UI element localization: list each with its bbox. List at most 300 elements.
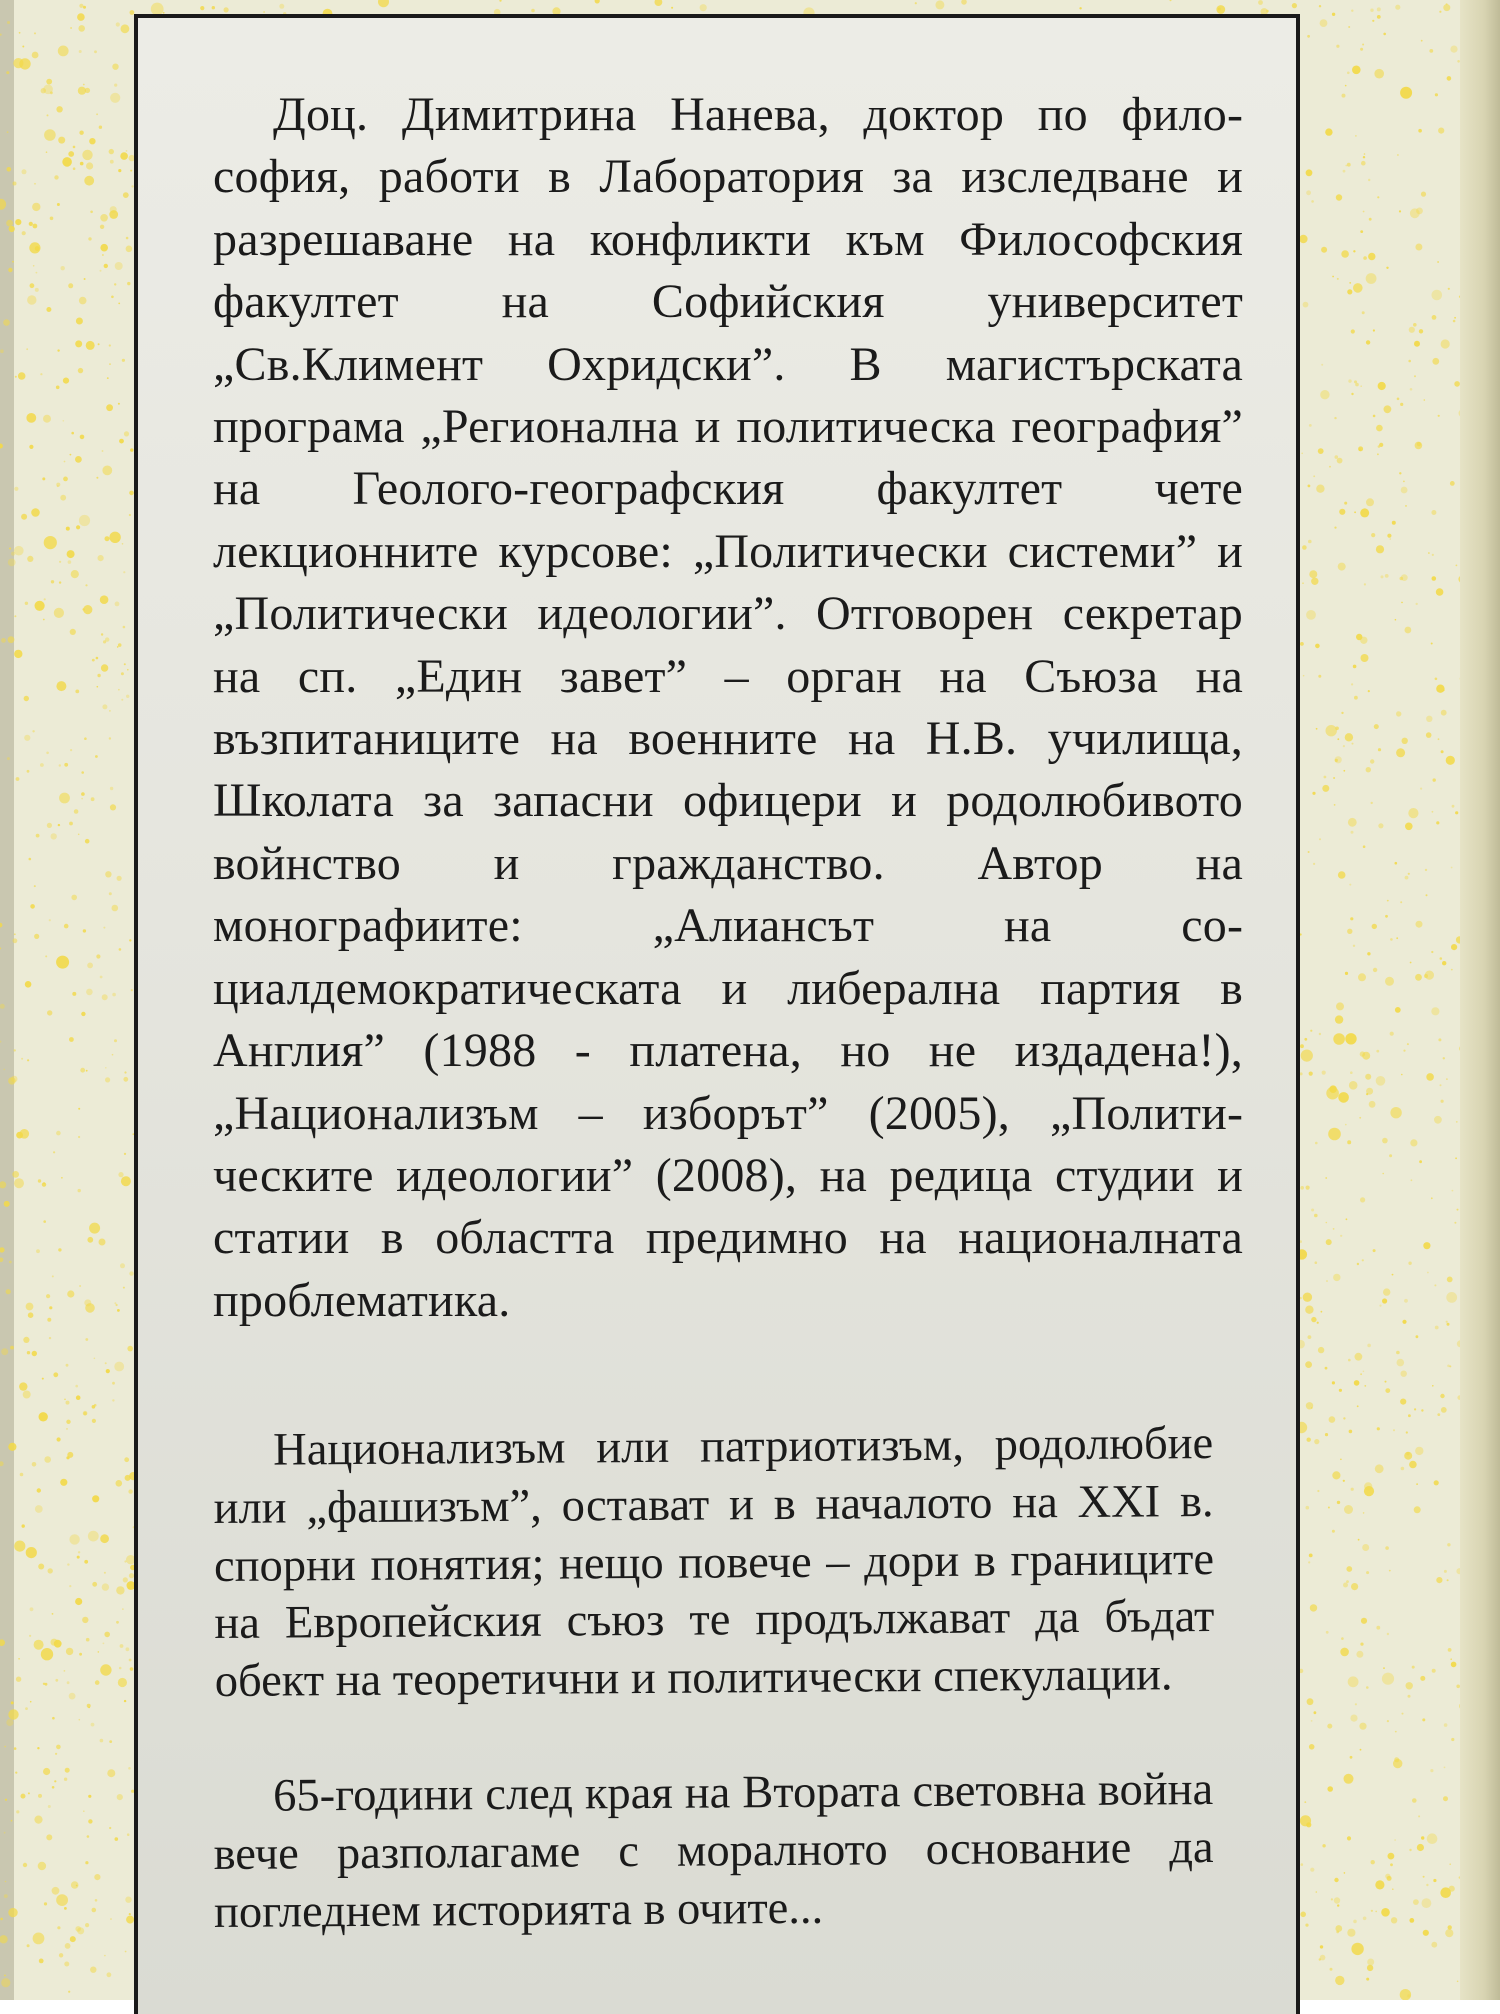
speckle <box>121 1176 131 1186</box>
speckle <box>1355 383 1359 387</box>
speckle <box>119 439 124 444</box>
speckle <box>56 386 60 390</box>
author-bio-paragraph: Доц. Димитрина Нанева, доктор по философия, работи в Лаборатория за изследване и разрешаване на конфликти към Философския факултет на Софийския университет „Св.Климент Охридски”. В магистърската програма „Регионална и политическа география” на Геолого-географския факултет чете лекционните курсове: „Политически системи” и „Политически идеологии”. Отговорен секретар на сп. „Един завет” – орган на Съюза на възпитаниците на военните на Н.В. училища, Школата за запасни офицери и родолюбивото войнство и гражданство. Автор на монографиите: „Алиансът на социалдемократическата и либерална партия в Англия” (1988 - платена, но не издадена!), „Национализъм – изборът” (2005), „Политическите идеологии” (2008), на редица студии и статии в областта предимно на националната проблематика. <box>213 84 1243 1332</box>
speckle <box>1413 323 1417 327</box>
speckle <box>1370 759 1374 763</box>
speckle <box>1426 894 1428 896</box>
speckle <box>7 21 10 24</box>
speckle <box>1347 163 1351 167</box>
speckle <box>53 1372 58 1377</box>
speckle <box>120 152 128 160</box>
speckle <box>1420 1676 1425 1681</box>
speckle <box>78 834 80 836</box>
speckle <box>60 1479 67 1486</box>
speckle <box>1310 1868 1314 1872</box>
speckle <box>97 674 100 677</box>
speckle <box>1402 1320 1406 1324</box>
speckle <box>1423 1242 1430 1249</box>
speckle <box>1364 1482 1372 1490</box>
speckle <box>86 1070 88 1072</box>
speckle <box>1315 644 1320 649</box>
speckle <box>1385 977 1394 986</box>
speckle <box>1311 1317 1316 1322</box>
speckle <box>78 25 85 32</box>
speckle <box>116 1586 124 1594</box>
speckle <box>1418 129 1422 133</box>
speckle <box>49 1306 52 1309</box>
speckle <box>117 1794 123 1800</box>
speckle <box>1433 778 1436 781</box>
speckle <box>71 895 77 901</box>
speckle <box>279 4 284 9</box>
speckle <box>1351 1488 1354 1491</box>
speckle <box>92 1419 96 1423</box>
speckle <box>1410 962 1412 964</box>
speckle <box>9 548 11 550</box>
speckle <box>52 1613 54 1615</box>
speckle <box>27 1351 30 1354</box>
speckle <box>1302 582 1304 584</box>
speckle <box>100 595 109 604</box>
speckle <box>1363 845 1366 848</box>
speckle <box>13 938 18 943</box>
speckle <box>55 1679 58 1682</box>
speckle <box>1427 1833 1438 1844</box>
speckle <box>1349 1430 1353 1434</box>
speckle <box>78 1551 80 1553</box>
speckle <box>65 1768 70 1773</box>
speckle <box>112 1399 114 1401</box>
speckle <box>109 210 118 219</box>
speckle <box>1373 329 1375 331</box>
speckle <box>52 1717 55 1720</box>
speckle <box>105 871 111 877</box>
speckle <box>115 262 123 270</box>
speckle <box>109 1827 111 1829</box>
speckle <box>126 1647 130 1651</box>
speckle <box>42 1378 44 1380</box>
speckle <box>1383 1288 1390 1295</box>
speckle <box>1390 1863 1393 1866</box>
speckle <box>1406 1452 1409 1455</box>
speckle <box>88 1819 92 1823</box>
speckle <box>1451 969 1453 971</box>
speckle <box>99 126 102 129</box>
speckle <box>104 264 108 268</box>
speckle <box>1308 1561 1310 1563</box>
speckle <box>35 288 39 292</box>
speckle <box>1349 282 1351 284</box>
speckle <box>38 1564 44 1570</box>
speckle <box>71 432 74 435</box>
speckle <box>1448 1925 1452 1929</box>
speckle <box>1334 1897 1340 1903</box>
speckle <box>109 737 111 739</box>
speckle <box>1373 968 1377 972</box>
speckle <box>595 0 600 3</box>
speckle <box>1367 1965 1373 1971</box>
speckle <box>1326 1087 1339 1100</box>
speckle <box>67 1563 69 1565</box>
speckle <box>77 1927 84 1934</box>
speckle <box>114 1302 116 1304</box>
speckle <box>1403 481 1405 483</box>
speckle <box>14 487 18 491</box>
speckle <box>76 318 83 325</box>
speckle <box>26 348 28 350</box>
speckle <box>1374 724 1379 729</box>
speckle <box>1409 1461 1417 1469</box>
speckle <box>1362 44 1364 46</box>
speckle <box>26 1547 37 1558</box>
speckle <box>103 1643 105 1645</box>
speckle <box>89 138 95 144</box>
speckle <box>1432 1669 1436 1673</box>
speckle <box>106 404 113 411</box>
speckle <box>1425 869 1427 871</box>
speckle <box>56 106 62 112</box>
speckle <box>0 199 6 210</box>
speckle <box>1455 811 1458 814</box>
speckle <box>105 536 110 541</box>
speckle <box>122 359 125 362</box>
speckle <box>59 793 70 804</box>
speckle <box>1351 1583 1358 1590</box>
speckle <box>1394 1839 1396 1841</box>
speckle <box>14 1747 17 1750</box>
speckle <box>1390 538 1392 540</box>
speckle <box>1376 425 1383 432</box>
speckle <box>1393 1429 1395 1431</box>
speckle <box>1387 1720 1389 1722</box>
speckle <box>118 1172 123 1177</box>
speckle <box>1334 417 1336 419</box>
speckle <box>1311 1720 1313 1722</box>
speckle <box>1315 1261 1318 1264</box>
speckle <box>64 924 69 929</box>
speckle <box>22 1524 25 1527</box>
speckle <box>1347 1929 1355 1937</box>
speckle <box>1306 610 1316 620</box>
speckle <box>1312 792 1315 795</box>
speckle <box>1363 211 1365 213</box>
speckle <box>84 737 87 740</box>
speckle <box>14 1178 24 1188</box>
speckle <box>32 203 40 211</box>
speckle <box>102 704 107 709</box>
speckle <box>77 13 85 21</box>
speckle <box>94 1358 96 1360</box>
speckle <box>78 1189 81 1192</box>
speckle <box>1436 588 1444 596</box>
speckle <box>915 2 917 4</box>
speckle <box>22 46 24 48</box>
speckle <box>1408 1262 1411 1265</box>
speckle <box>1079 7 1081 9</box>
speckle <box>127 282 130 285</box>
speckle <box>59 561 61 563</box>
speckle <box>92 1908 97 1913</box>
speckle <box>1455 1157 1457 1159</box>
speckle <box>8 1908 17 1917</box>
speckle <box>1356 1651 1363 1658</box>
speckle <box>1347 1140 1351 1144</box>
speckle <box>86 162 93 169</box>
speckle <box>125 1475 131 1481</box>
speckle <box>1304 1801 1306 1803</box>
speckle <box>1305 1924 1308 1927</box>
speckle <box>95 1899 98 1902</box>
speckle <box>1409 1849 1411 1851</box>
speckle <box>8 1709 18 1719</box>
speckle <box>1349 884 1351 886</box>
speckle <box>56 1894 68 1906</box>
speckle <box>1329 1416 1336 1423</box>
speckle <box>1258 0 1263 5</box>
speckle <box>1346 1218 1348 1220</box>
speckle <box>14 933 16 935</box>
speckle <box>1407 1994 1410 1997</box>
speckle <box>43 1768 50 1775</box>
speckle <box>1387 534 1391 538</box>
speckle <box>1441 1100 1444 1103</box>
speckle <box>1443 1796 1448 1801</box>
speckle <box>1320 390 1329 399</box>
speckle <box>1382 1138 1388 1144</box>
speckle <box>1341 712 1343 714</box>
blurb-paragraph-2: 65-години след края на Втората световна война вече разполагаме с моралното основание да погледнем историята в очите... <box>213 1761 1214 1941</box>
speckle <box>43 1683 45 1685</box>
speckle <box>1431 1942 1437 1948</box>
speckle <box>1360 637 1367 644</box>
speckle <box>0 1461 4 1466</box>
speckle <box>1340 1235 1342 1237</box>
speckle <box>3 319 10 326</box>
speckle <box>1377 7 1381 11</box>
speckle <box>126 150 128 152</box>
speckle <box>128 1587 131 1590</box>
speckle <box>4 1746 6 1748</box>
speckle <box>1419 1160 1422 1163</box>
speckle <box>128 1767 131 1770</box>
speckle <box>0 1639 5 1646</box>
speckle <box>1355 135 1357 137</box>
speckle <box>118 1678 127 1687</box>
speckle <box>92 659 95 662</box>
speckle <box>1438 738 1440 740</box>
speckle <box>52 1275 54 1277</box>
speckle <box>90 211 93 214</box>
speckle <box>43 415 51 423</box>
speckle <box>127 1346 133 1352</box>
speckle <box>80 162 84 166</box>
speckle <box>1345 165 1347 167</box>
speckle <box>5 1881 7 1883</box>
speckle <box>29 858 32 861</box>
speckle <box>1363 1371 1365 1373</box>
speckle <box>16 1677 21 1682</box>
speckle <box>1376 1626 1380 1630</box>
speckle <box>100 1739 104 1743</box>
speckle <box>1399 472 1401 474</box>
speckle <box>33 1933 45 1945</box>
speckle <box>40 763 44 767</box>
speckle <box>1414 375 1416 377</box>
speckle <box>1347 289 1352 294</box>
speckle <box>124 663 126 665</box>
speckle <box>1391 1917 1397 1923</box>
speckle <box>107 1972 112 1977</box>
speckle <box>1338 1092 1349 1103</box>
speckle <box>34 885 36 887</box>
speckle <box>1300 1044 1304 1048</box>
speckle <box>1416 1335 1419 1338</box>
speckle <box>1432 315 1437 320</box>
speckle <box>57 349 59 351</box>
speckle <box>6 1289 11 1294</box>
speckle <box>115 602 120 607</box>
speckle <box>117 1309 120 1312</box>
speckle <box>1332 1530 1335 1533</box>
speckle <box>118 169 121 172</box>
speckle <box>14 615 16 617</box>
speckle <box>1406 1682 1413 1689</box>
speckle <box>46 1834 52 1840</box>
speckle <box>1353 945 1355 947</box>
speckle <box>1426 732 1432 738</box>
speckle <box>1317 1490 1319 1492</box>
speckle <box>21 1058 23 1060</box>
speckle <box>102 254 104 256</box>
speckle <box>1452 805 1455 808</box>
speckle <box>19 32 21 34</box>
speckle <box>1310 1604 1317 1611</box>
speckle <box>935 0 944 9</box>
speckle <box>118 689 120 691</box>
speckle <box>58 1248 61 1251</box>
speckle <box>1322 1844 1325 1847</box>
speckle <box>7 167 12 172</box>
speckle <box>1311 578 1318 585</box>
speckle <box>100 225 104 229</box>
speckle <box>109 532 120 543</box>
speckle <box>46 307 51 312</box>
speckle <box>79 1653 82 1656</box>
speckle <box>10 1346 14 1350</box>
speckle <box>104 1572 106 1574</box>
speckle <box>1376 545 1384 553</box>
speckle <box>52 1786 55 1789</box>
speckle <box>59 764 61 766</box>
speckle <box>15 376 17 378</box>
speckle <box>1358 973 1366 981</box>
speckle <box>1333 1033 1345 1045</box>
speckle <box>1324 776 1327 779</box>
speckle <box>38 1179 41 1182</box>
speckle <box>0 444 3 449</box>
speckle <box>1421 192 1426 197</box>
speckle <box>87 1704 91 1708</box>
speckle <box>85 839 90 844</box>
speckle <box>1318 448 1324 454</box>
speckle <box>1337 1904 1339 1906</box>
speckle <box>29 222 33 226</box>
speckle <box>57 203 60 206</box>
speckle <box>1300 1072 1303 1075</box>
speckle <box>1326 1222 1328 1224</box>
speckle <box>1428 552 1430 554</box>
speckle <box>1359 1117 1361 1119</box>
speckle <box>0 1935 8 1943</box>
speckle <box>109 892 112 895</box>
speckle <box>129 939 131 941</box>
speckle <box>1402 1713 1404 1715</box>
speckle <box>1384 405 1392 413</box>
speckle <box>1306 169 1313 176</box>
speckle <box>1350 1756 1353 1759</box>
speckle <box>1441 1407 1447 1413</box>
speckle <box>121 699 123 701</box>
speckle <box>39 1412 48 1421</box>
speckle <box>1435 93 1438 96</box>
speckle <box>121 24 130 33</box>
speckle <box>110 804 116 810</box>
speckle <box>1337 1501 1340 1504</box>
speckle <box>1353 283 1363 293</box>
speckle <box>109 344 111 346</box>
speckle <box>1383 1667 1385 1669</box>
speckle <box>27 556 33 562</box>
speckle <box>30 904 35 909</box>
speckle <box>1340 1459 1342 1461</box>
speckle <box>1392 521 1396 525</box>
speckle <box>1302 545 1307 550</box>
speckle <box>1408 1414 1411 1417</box>
speckle <box>1300 1912 1306 1918</box>
speckle <box>27 1059 29 1061</box>
speckle <box>36 834 40 838</box>
speckle <box>1383 33 1386 36</box>
speckle <box>1451 1738 1454 1741</box>
speckle <box>1308 485 1311 488</box>
speckle <box>52 1887 60 1895</box>
speckle <box>1400 403 1403 406</box>
speckle <box>1387 1876 1392 1881</box>
speckle <box>37 1488 41 1492</box>
speckle <box>1363 256 1367 260</box>
speckle <box>118 303 120 305</box>
speckle <box>1448 1648 1452 1652</box>
speckle <box>1432 576 1437 581</box>
speckle <box>1373 415 1376 418</box>
speckle <box>66 527 70 531</box>
speckle <box>80 1068 85 1073</box>
speckle <box>54 1780 56 1782</box>
speckle <box>1308 851 1310 853</box>
speckle <box>1360 1051 1365 1056</box>
speckle <box>1375 1911 1377 1913</box>
speckle <box>1306 1402 1313 1409</box>
speckle <box>1368 690 1370 692</box>
speckle <box>1322 1071 1326 1075</box>
speckle <box>34 32 36 34</box>
speckle <box>109 1740 112 1743</box>
speckle <box>1331 1898 1333 1900</box>
speckle <box>47 1010 52 1015</box>
speckle <box>1408 873 1410 875</box>
speckle <box>1315 1142 1318 1145</box>
speckle <box>1395 862 1398 865</box>
